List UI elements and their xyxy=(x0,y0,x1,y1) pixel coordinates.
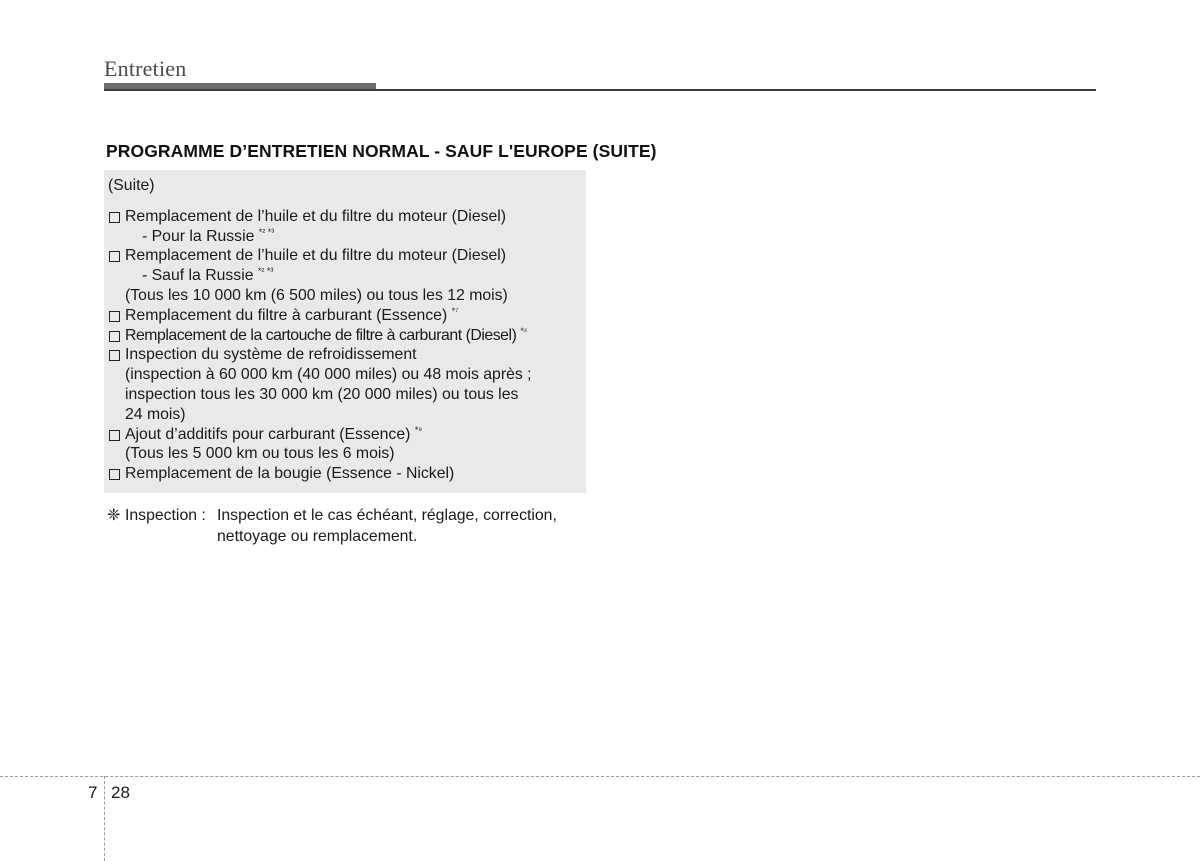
list-item-line: Remplacement de l’huile et du filtre du moteur (Diesel) xyxy=(125,207,507,225)
list-item xyxy=(108,306,584,326)
maintenance-box xyxy=(104,170,586,493)
footer-dashed-divider xyxy=(104,776,105,861)
list-item-text xyxy=(125,207,584,247)
list-item-line: (inspection à 60 000 km (40 000 miles) ou 48 mois après ; xyxy=(125,366,532,384)
list-item xyxy=(108,246,584,305)
page-number: 28 xyxy=(111,783,130,802)
list-item-line: inspection tous les 30 000 km (20 000 miles) ou tous les xyxy=(125,385,519,403)
list-item-line xyxy=(125,306,584,326)
footnote-ref: *⁴ xyxy=(520,325,527,336)
list-item-text xyxy=(125,326,584,346)
chapter-number: 7 xyxy=(88,783,98,802)
list-item-line xyxy=(125,227,584,247)
note-definition: Inspection et le cas échéant, réglage, correction, xyxy=(217,507,557,524)
list-item-line: (Tous les 5 000 km ou tous les 6 mois) xyxy=(125,445,395,463)
list-item-line: Inspection du système de refroidissement xyxy=(125,346,417,364)
list-item xyxy=(108,425,584,465)
list-item-line xyxy=(125,266,584,286)
checkbox-icon xyxy=(109,430,120,441)
asterisk-note-icon: ❈ xyxy=(107,507,121,524)
list-item-line xyxy=(125,425,584,445)
checkbox-icon xyxy=(109,212,120,223)
checkbox-icon xyxy=(109,311,120,322)
inspection-note xyxy=(107,506,597,547)
list-item-text xyxy=(125,345,584,424)
note-label: Inspection : xyxy=(125,507,206,524)
list-item-label: Ajout d’additifs pour carburant (Essence) xyxy=(125,425,415,443)
list-item xyxy=(108,326,584,346)
checkbox-icon xyxy=(109,251,120,262)
list-item-line: Remplacement de l’huile et du filtre du moteur (Diesel) xyxy=(125,247,507,265)
footnote-ref: *² *³ xyxy=(258,226,275,237)
list-item-text xyxy=(125,306,584,326)
footer-dashed-rule xyxy=(0,776,1200,777)
suite-label: (Suite) xyxy=(108,177,155,194)
list-item-text xyxy=(125,246,584,305)
list-item-text xyxy=(125,425,584,465)
page-heading: PROGRAMME D’ENTRETIEN NORMAL - SAUF L'EUROPE (SUITE) xyxy=(106,141,657,161)
header-rule-thin-left xyxy=(104,89,376,91)
checkbox-icon xyxy=(109,350,120,361)
maintenance-box-content xyxy=(108,176,584,484)
footnote-ref: *⁷ xyxy=(451,305,459,316)
list-item-subtext: - Sauf la Russie xyxy=(142,267,258,285)
note-definition: nettoyage ou remplacement. xyxy=(217,527,418,545)
section-title: Entretien xyxy=(104,56,187,81)
header-rule-thin xyxy=(376,89,1096,91)
list-item xyxy=(108,207,584,247)
footnote-ref: *⁹ xyxy=(414,424,423,435)
note-row xyxy=(107,506,597,527)
list-item-line: 24 mois) xyxy=(125,405,186,423)
note-row xyxy=(107,527,597,548)
list-item-line: (Tous les 10 000 km (6 500 miles) ou tous les 12 mois) xyxy=(125,286,508,304)
footnote-ref: *² *³ xyxy=(257,266,274,277)
list-item xyxy=(108,464,584,484)
list-item-label: Remplacement de la cartouche de filtre à carburant (Diesel) xyxy=(125,326,521,344)
list-item-label: Remplacement du filtre à carburant (Essence) xyxy=(125,306,452,324)
checkbox-icon xyxy=(109,331,120,342)
list-item-subtext: - Pour la Russie xyxy=(142,227,259,245)
list-item-line: Remplacement de la bougie (Essence - Nickel) xyxy=(125,465,455,483)
list-item xyxy=(108,345,584,424)
list-item-text xyxy=(125,464,584,484)
list-item-line xyxy=(125,326,584,346)
checkbox-icon xyxy=(109,469,120,480)
